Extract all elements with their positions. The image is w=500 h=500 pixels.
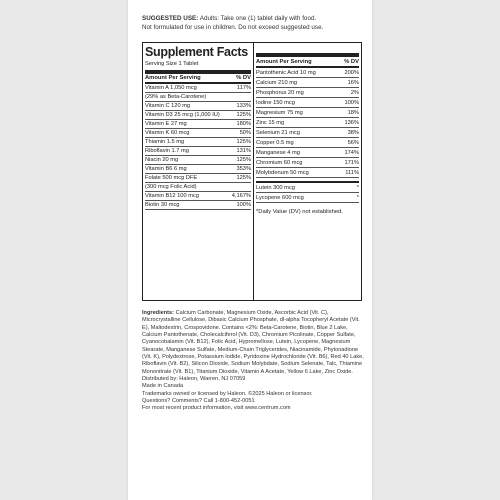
suggested-use-warning: Not formulated for use in children. Do not exceed suggested use. <box>142 24 324 32</box>
suggested-use-heading: SUGGESTED USE: <box>142 15 199 22</box>
facts-title: Supplement Facts <box>145 45 248 59</box>
facts-row <box>256 128 359 138</box>
supplement-facts-right <box>254 42 362 301</box>
facts-row <box>256 193 359 203</box>
facts-header-right <box>256 58 359 68</box>
nutrient-dv: 125% <box>236 175 251 181</box>
facts-row <box>145 147 251 156</box>
facts-row <box>145 84 251 93</box>
nutrient-dv: 16% <box>347 80 359 86</box>
nutrient-label: Folate 500 mcg DFE <box>145 175 198 181</box>
facts-row <box>145 201 251 210</box>
nutrient-dv: 125% <box>236 112 251 118</box>
suggested-use <box>142 14 364 32</box>
nutrient-dv: 4,167% <box>231 193 251 199</box>
facts-row <box>145 129 251 138</box>
suggested-use-text: Adults: Take one (1) tablet daily with food. <box>199 15 317 22</box>
facts-row <box>256 138 359 148</box>
nutrient-label: Vitamin D3 25 mcg (1,000 IU) <box>145 112 220 118</box>
amount-header-right: Amount Per Serving <box>256 59 312 65</box>
nutrient-label: Molybdenum 50 mcg <box>256 170 309 176</box>
nutrient-dv: 38% <box>347 130 359 136</box>
nutrient-label: Riboflavin 1.7 mg <box>145 148 189 154</box>
facts-row <box>145 111 251 120</box>
facts-row <box>145 120 251 129</box>
ingredients-block <box>142 310 364 413</box>
dv-header: % DV <box>236 75 251 81</box>
nutrient-label: (300 mcg Folic Acid) <box>145 184 197 190</box>
nutrient-dv: 117% <box>236 85 251 91</box>
nutrient-label: Vitamin E 27 mg <box>145 121 187 127</box>
nutrient-dv: 353% <box>236 166 251 172</box>
facts-row <box>256 148 359 158</box>
nutrient-label: Lutein 300 mcg <box>256 185 295 191</box>
questions: Questions? Comments? Call 1-800-452-0051 <box>142 398 255 405</box>
trademarks: Trademarks owned or licensed by Haleon. ©2025 Haleon or licensor. <box>142 390 313 397</box>
facts-row <box>256 98 359 108</box>
nutrient-dv: 100% <box>344 100 359 106</box>
ingredients-heading: Ingredients: <box>142 310 175 316</box>
nutrient-label: Biotin 30 mcg <box>145 202 180 208</box>
distributed-by: Distributed by: Haleon, Warren, NJ 07059 <box>142 376 246 383</box>
nutrient-label: (29% as Beta-Carotene) <box>145 94 207 100</box>
nutrient-dv: 18% <box>347 110 359 116</box>
nutrient-label: Magnesium 75 mg <box>256 110 303 116</box>
nutrient-dv: * <box>356 185 359 191</box>
facts-row <box>256 78 359 88</box>
nutrient-dv: 180% <box>236 121 251 127</box>
nutrient-dv: 171% <box>344 160 359 166</box>
facts-row <box>145 183 251 192</box>
nutrient-dv: 131% <box>236 148 251 154</box>
more-info: For most recent product information, visit www.centrum.com <box>142 405 291 412</box>
nutrient-dv: 174% <box>344 150 359 156</box>
facts-row <box>145 156 251 165</box>
facts-row <box>256 183 359 193</box>
nutrient-dv: 125% <box>236 157 251 163</box>
nutrient-label: Iodine 150 mcg <box>256 100 295 106</box>
nutrient-label: Chromium 60 mcg <box>256 160 303 166</box>
nutrient-label: Vitamin B12 100 mcg <box>145 193 199 199</box>
nutrient-label: Vitamin B6 6 mg <box>145 166 187 172</box>
nutrient-dv: 100% <box>236 202 251 208</box>
nutrient-label: Selenium 21 mcg <box>256 130 300 136</box>
nutrient-label: Lycopene 600 mcg <box>256 195 304 201</box>
facts-row <box>145 192 251 201</box>
facts-rows-right <box>256 68 359 203</box>
nutrient-label: Vitamin A 1,050 mcg <box>145 85 197 91</box>
nutrient-dv: 136% <box>344 120 359 126</box>
facts-row <box>256 108 359 118</box>
nutrient-dv: * <box>356 195 359 201</box>
nutrient-label: Zinc 15 mg <box>256 120 285 126</box>
facts-rows-left <box>145 84 251 210</box>
nutrient-dv: 2% <box>350 90 359 96</box>
facts-header-left <box>145 74 251 84</box>
nutrient-dv: 56% <box>347 140 359 146</box>
ingredients-text: Calcium Carbonate, Magnesium Oxide, Ascorbic Acid (Vit. C), Microcrystalline Cellulose, Dibasic Calcium Phosphate, dl-alpha Tocopheryl Acetate (Vit. E), Maltodextrin, Crospovidone. Contains <2%: Beta-Carotene, Biotin, Blue 2 Lake, Calcium Pantothenate, Cholecalciferol (Vit. D3), Chromium Picolinate, Copper Sulfate, Cyanocobalamin (Vit. B12), Folic Acid, Hypromellose, Lutein, Lycopene, Magnesium Stearate, Manganese Sulfate, Medium-Chain Triglycerides, Niacinamide, Phytonadione (Vit. K), Polydextrose, Potassium Iodide, Pyridoxine Hydrochloride (Vit. B6), Red 40 Lake, Riboflavin (Vit. B2), Silicon Dioxide, Sodium Molybdate, Sodium Selenate, Talc, Thiamine Mononitrate (Vit. B1), Titanium Dioxide, Vitamin A Acetate, Yellow 6 Lake, Zinc Oxide. <box>142 310 364 375</box>
facts-row <box>256 118 359 128</box>
facts-row <box>145 165 251 174</box>
facts-row <box>256 88 359 98</box>
supplement-facts-left <box>142 42 254 301</box>
facts-row <box>145 102 251 111</box>
nutrient-label: Thiamin 1.5 mg <box>145 139 185 145</box>
nutrient-dv: 125% <box>236 139 251 145</box>
facts-row <box>256 168 359 178</box>
nutrient-dv: 133% <box>236 103 251 109</box>
nutrient-label: Calcium 210 mg <box>256 80 298 86</box>
nutrient-dv: 50% <box>239 130 251 136</box>
nutrient-dv: 111% <box>345 170 359 176</box>
facts-top-bar <box>256 43 359 57</box>
dv-header-right: % DV <box>344 59 359 65</box>
nutrient-label: Manganese 4 mg <box>256 150 300 156</box>
made-in: Made in Canada <box>142 383 184 390</box>
facts-row <box>145 138 251 147</box>
nutrient-label: Vitamin C 120 mg <box>145 103 191 109</box>
facts-row <box>145 174 251 183</box>
facts-row <box>256 68 359 78</box>
nutrient-label: Pantothenic Acid 10 mg <box>256 70 316 76</box>
nutrient-label: Phosphorus 20 mg <box>256 90 304 96</box>
amount-header: Amount Per Serving <box>145 75 201 81</box>
serving-size: Serving Size 1 Tablet <box>145 59 251 74</box>
nutrient-dv: 200% <box>344 70 359 76</box>
nutrient-label: Vitamin K 60 mcg <box>145 130 190 136</box>
dv-footnote: *Daily Value (DV) not established. <box>256 209 343 215</box>
nutrient-label: Copper 0.5 mg <box>256 140 294 146</box>
facts-row <box>256 158 359 168</box>
facts-row <box>145 93 251 102</box>
nutrient-label: Niacin 20 mg <box>145 157 179 163</box>
